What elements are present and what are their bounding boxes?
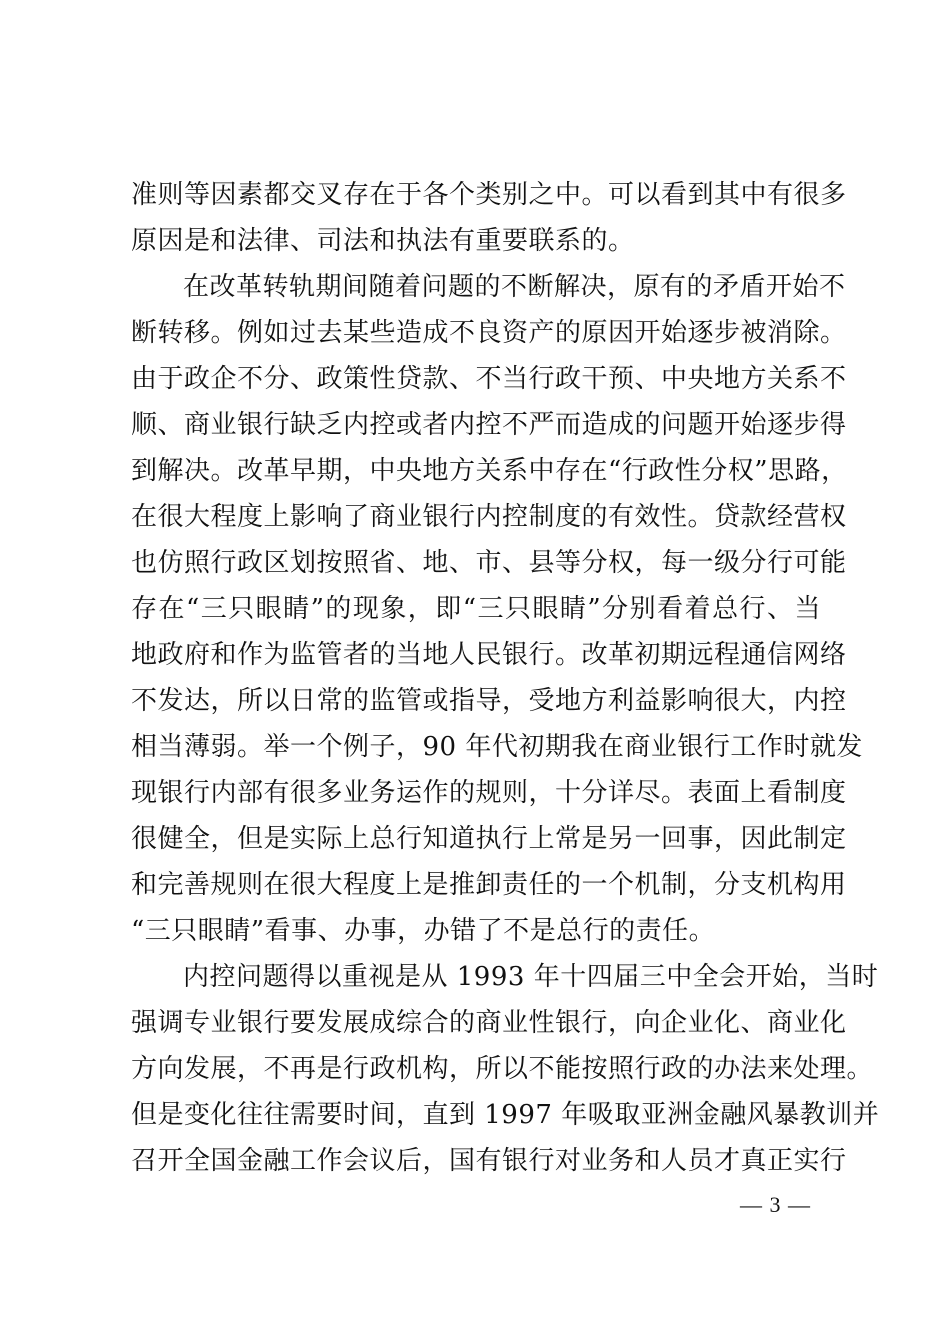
paragraph-2 (131, 264, 863, 954)
text-line: 方向发展，不再是行政机构，所以不能按照行政的办法来处理。 (131, 1054, 874, 1084)
page-number: — 3 — (740, 1192, 811, 1217)
text-line: 相当薄弱。举一个例子，90 年代初期我在商业银行工作时就发 (131, 732, 863, 762)
text-line: 很健全，但是实际上总行知道执行上常是另一回事，因此制定 (131, 824, 847, 854)
paragraph-3 (131, 954, 880, 1184)
text-line: “三只眼睛”看事、办事，办错了不是总行的责任。 (131, 916, 716, 946)
text-line: 在很大程度上影响了商业银行内控制度的有效性。贷款经营权 (131, 502, 847, 532)
text-line: 召开全国金融工作会议后，国有银行对业务和人员才真正实行 (131, 1146, 847, 1176)
text-line: 但是变化往往需要时间，直到 1997 年吸取亚洲金融风暴教训并 (131, 1100, 880, 1130)
text-line: 准则等因素都交叉存在于各个类别之中。可以看到其中有很多 (131, 180, 847, 210)
text-line: 也仿照行政区划按照省、地、市、县等分权，每一级分行可能 (131, 548, 847, 578)
text-line: 地政府和作为监管者的当地人民银行。改革初期远程通信网络 (131, 640, 847, 670)
text-line: 顺、商业银行缺乏内控或者内控不严而造成的问题开始逐步得 (131, 410, 847, 440)
text-line: 在改革转轨期间随着问题的不断解决，原有的矛盾开始不 (183, 272, 846, 302)
text-line: 到解决。改革早期，中央地方关系中存在“行政性分权”思路， (131, 456, 848, 486)
text-line: 原因是和法律、司法和执法有重要联系的。 (131, 226, 635, 256)
text-line: 现银行内部有很多业务运作的规则，十分详尽。表面上看制度 (131, 778, 847, 808)
text-line: 存在“三只眼睛”的现象，即“三只眼睛”分别看着总行、当 (131, 594, 821, 624)
text-line: 内控问题得以重视是从 1993 年十四届三中全会开始，当时 (183, 962, 879, 992)
text-line: 强调专业银行要发展成综合的商业性银行，向企业化、商业化 (131, 1008, 847, 1038)
text-line: 不发达，所以日常的监管或指导，受地方利益影响很大，内控 (131, 686, 847, 716)
text-line: 断转移。例如过去某些造成不良资产的原因开始逐步被消除。 (131, 318, 847, 348)
paragraph-1 (131, 172, 847, 264)
document-body (131, 172, 880, 1184)
text-line: 和完善规则在很大程度上是推卸责任的一个机制，分支机构用 (131, 870, 847, 900)
text-line: 由于政企不分、政策性贷款、不当行政干预、中央地方关系不 (131, 364, 847, 394)
